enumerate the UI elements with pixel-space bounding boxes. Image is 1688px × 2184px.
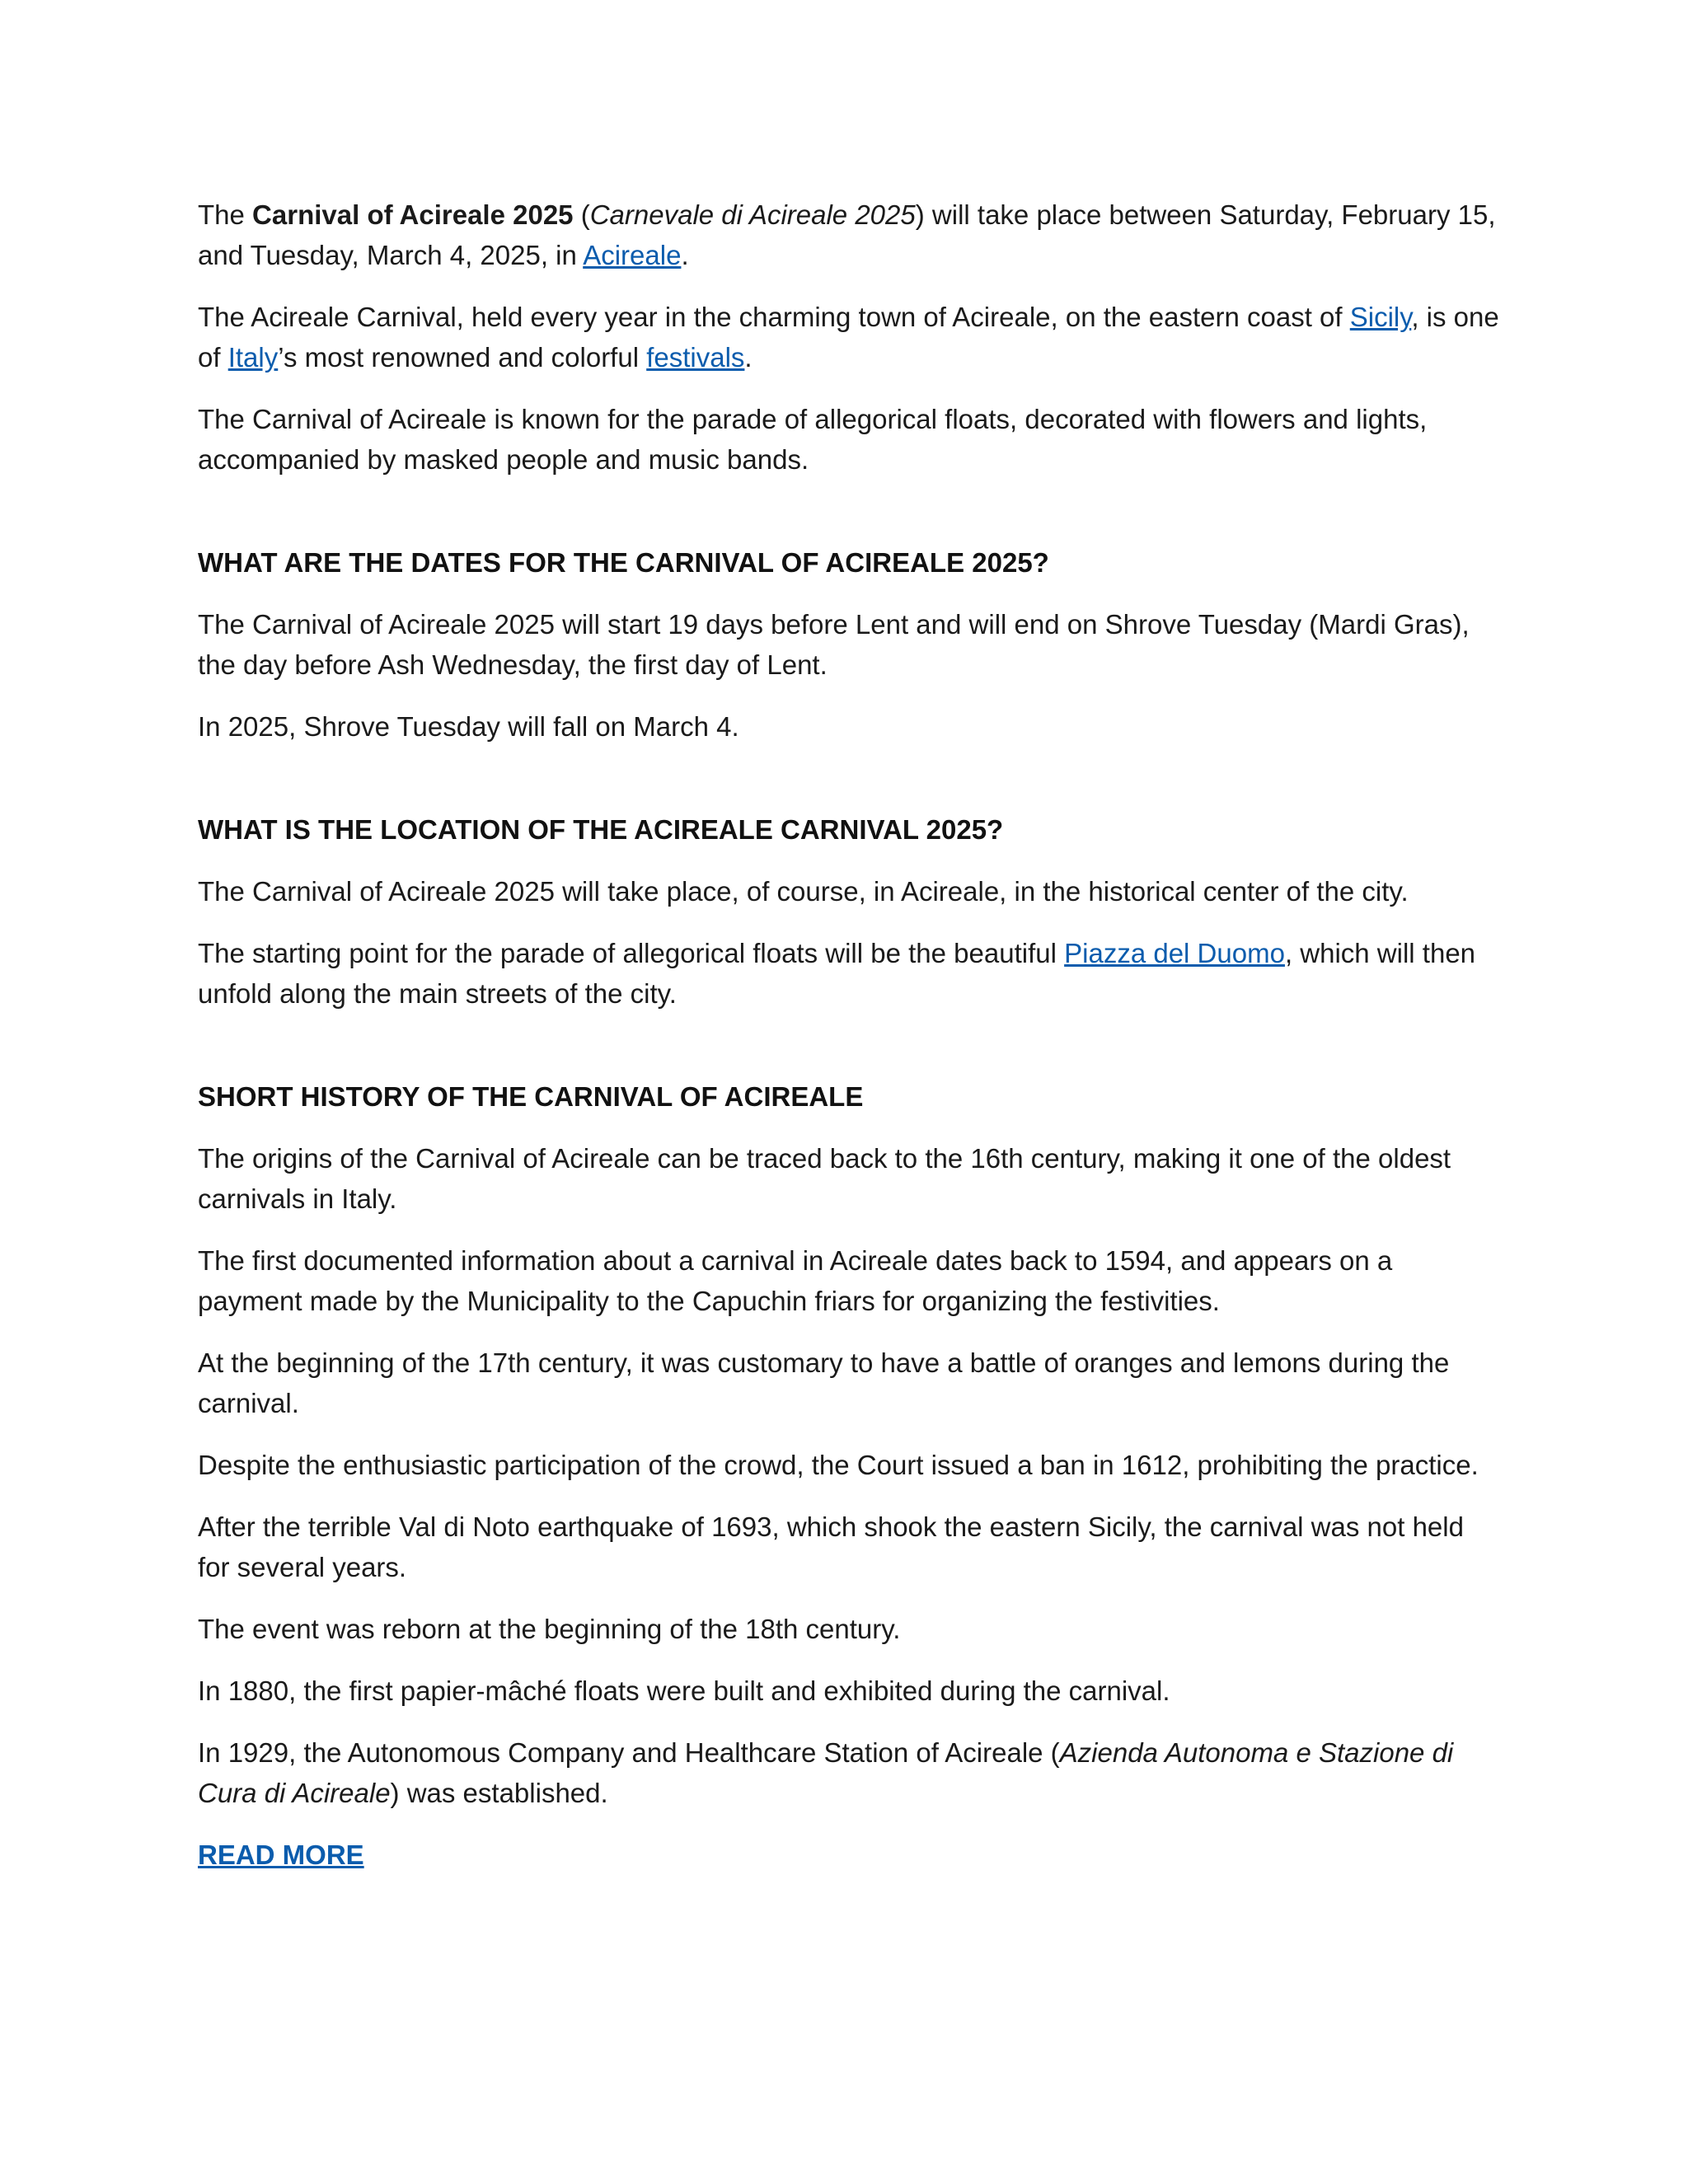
intro-paragraph-1 (198, 194, 1500, 275)
intro-text: , is one of (198, 302, 1499, 373)
history-paragraph: In 1880, the first papier-mâché floats were built and exhibited during the carnival. (198, 1675, 1170, 1706)
company-name-italian: Azienda Autonoma e Stazione di Cura di Acireale (198, 1737, 1454, 1808)
history-paragraph: The origins of the Carnival of Acireale can be traced back to the 16th century, making it one of the oldest carnivals in Italy. (198, 1143, 1451, 1214)
history-text: ) was established. (390, 1778, 608, 1808)
location-heading: WHAT IS THE LOCATION OF THE ACIREALE CARNIVAL 2025? (198, 814, 1004, 845)
event-name-bold: Carnival of Acireale 2025 (252, 199, 574, 230)
document-body (198, 194, 1500, 1875)
sicily-link[interactable]: Sicily (1349, 302, 1412, 332)
intro-text: ( (573, 199, 590, 230)
read-more-link[interactable]: READ MORE (198, 1840, 364, 1870)
history-paragraph: The first documented information about a carnival in Acireale dates back to 1594, and appears on a payment made by the Municipality to the Capuchin friars for organizing the festivities. (198, 1245, 1393, 1316)
history-text: In 1929, the Autonomous Company and Healthcare Station of Acireale ( (198, 1737, 1060, 1768)
intro-text: The (198, 199, 253, 230)
intro-text: . (681, 240, 689, 270)
italy-link[interactable]: Italy (227, 342, 279, 373)
intro-text: ’s most renowned and colorful (278, 342, 647, 373)
festivals-link[interactable]: festivals (646, 342, 745, 373)
dates-heading: WHAT ARE THE DATES FOR THE CARNIVAL OF ACIREALE 2025? (198, 547, 1049, 578)
location-text: The starting point for the parade of allegorical floats will be the beautiful (198, 938, 1065, 968)
dates-paragraph-2: In 2025, Shrove Tuesday will fall on March 4. (198, 711, 739, 742)
intro-text: ) will take place between Saturday, February 15, and Tuesday, March 4, 2025, in (198, 199, 1496, 270)
location-paragraph-1: The Carnival of Acireale 2025 will take place, of course, in Acireale, in the historical center of the city. (198, 876, 1409, 907)
history-paragraph: Despite the enthusiastic participation of the crowd, the Court issued a ban in 1612, prohibiting the practice. (198, 1450, 1479, 1480)
history-paragraph-last (198, 1732, 1500, 1813)
history-paragraph: At the beginning of the 17th century, it was customary to have a battle of oranges and lemons during the carnival. (198, 1347, 1450, 1418)
history-heading: SHORT HISTORY OF THE CARNIVAL OF ACIREALE (198, 1081, 864, 1112)
dates-paragraph-1: The Carnival of Acireale 2025 will start 19 days before Lent and will end on Shrove Tuesday (Mardi Gras), the day before Ash Wednesday, the first day of Lent. (198, 609, 1470, 680)
location-text: , which will then unfold along the main streets of the city. (198, 938, 1476, 1009)
intro-text: The Acireale Carnival, held every year in the charming town of Acireale, on the eastern coast of (198, 302, 1350, 332)
intro-paragraph-3: The Carnival of Acireale is known for the parade of allegorical floats, decorated with flowers and lights, accompanied by masked people and music bands. (198, 404, 1428, 475)
intro-paragraph-2 (198, 297, 1500, 377)
event-name-italian: Carnevale di Acireale 2025 (589, 199, 916, 230)
location-paragraph-2 (198, 933, 1500, 1014)
intro-text: . (744, 342, 753, 373)
piazza-del-duomo-link[interactable]: Piazza del Duomo (1064, 938, 1285, 968)
history-paragraph: The event was reborn at the beginning of the 18th century. (198, 1614, 901, 1644)
acireale-link[interactable]: Acireale (583, 240, 682, 270)
history-paragraph: After the terrible Val di Noto earthquake of 1693, which shook the eastern Sicily, the carnival was not held for several years. (198, 1511, 1464, 1582)
